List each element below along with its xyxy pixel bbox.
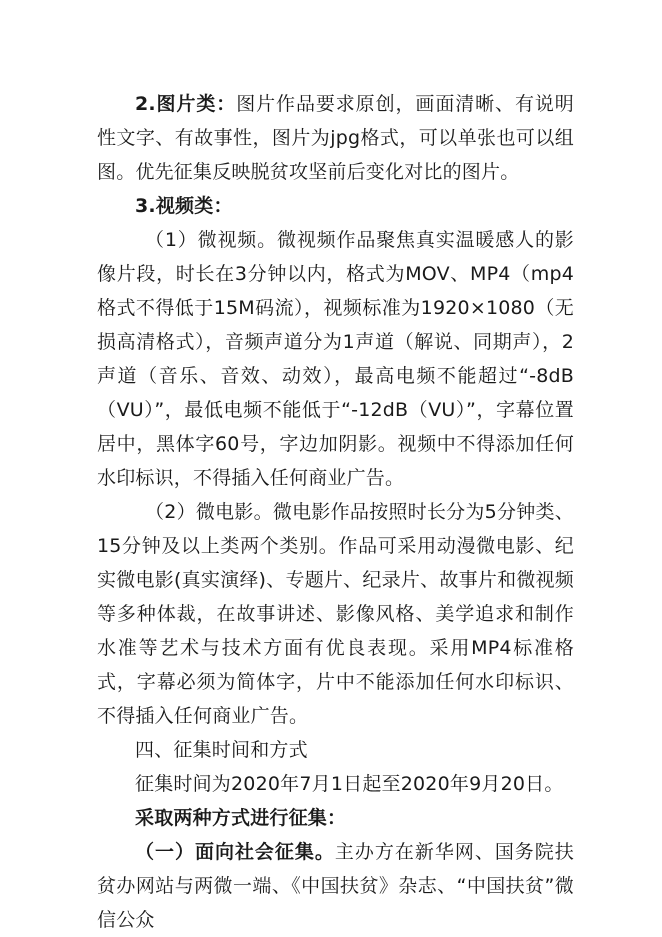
paragraph-text: （2）微电影。微电影作品按照时长分为5分钟类、15分钟及以上类两个类别。作品可采用动漫微电影、纪实微电影(真实演绎)、专题片、纪录片、故事片和微视频等多种体裁，在故事讲述、影像风格、美学追求和制作水准等艺术与技术方面有优良表现。采用MP4标准格式，字幕必须为简体字，片中不能添加任何水印标识、不得插入任何商业广告。: [97, 501, 574, 727]
heading-image-category: 2.图片类：: [135, 93, 237, 115]
paragraph-text: 图片作品要求原创，画面清晰、有说明性文字、有故事性，图片为jpg格式，可以单张也可以组图。优先征集反映脱贫攻坚前后变化对比的图片。: [97, 93, 574, 183]
paragraph-video-category: [97, 189, 574, 223]
section-heading-text: 四、征集时间和方式: [135, 739, 308, 761]
paragraph-text: 征集时间为2020年7月1日起至2020年9月20日。: [135, 773, 564, 795]
paragraph-micro-video: [97, 223, 574, 495]
paragraph-collection-period: [97, 767, 574, 801]
paragraph-text: （1）微视频。微视频作品聚焦真实温暖感人的影像片段，时长在3分钟以内，格式为MOV、MP4（mp4格式不得低于15M码流），视频标准为1920×1080（无损高清格式），音频声道分为1声道（解说、同期声），2声道（音乐、音效、动效），最高电频不能超过“-8dB（VU）”，最低电频不能低于“-12dB（VU）”，字幕位置居中，黑体字60号，字边加阴影。视频中不得添加任何水印标识，不得插入任何商业广告。: [97, 229, 574, 489]
heading-video-category: 3.视频类：: [135, 195, 233, 217]
heading-public-collection: （一）面向社会征集。: [135, 841, 335, 863]
paragraph-image-category: [97, 87, 574, 189]
paragraph-public-collection: [97, 835, 574, 937]
section-heading-collection-time: [97, 733, 574, 767]
paragraph-text: 主办方在新华网、国务院扶贫办网站与两微一端、《中国扶贫》杂志、“中国扶贫”微信公众: [97, 841, 574, 931]
paragraph-collection-methods: [97, 801, 574, 835]
paragraph-micro-film: [97, 495, 574, 733]
heading-collection-methods: 采取两种方式进行征集：: [135, 807, 347, 829]
